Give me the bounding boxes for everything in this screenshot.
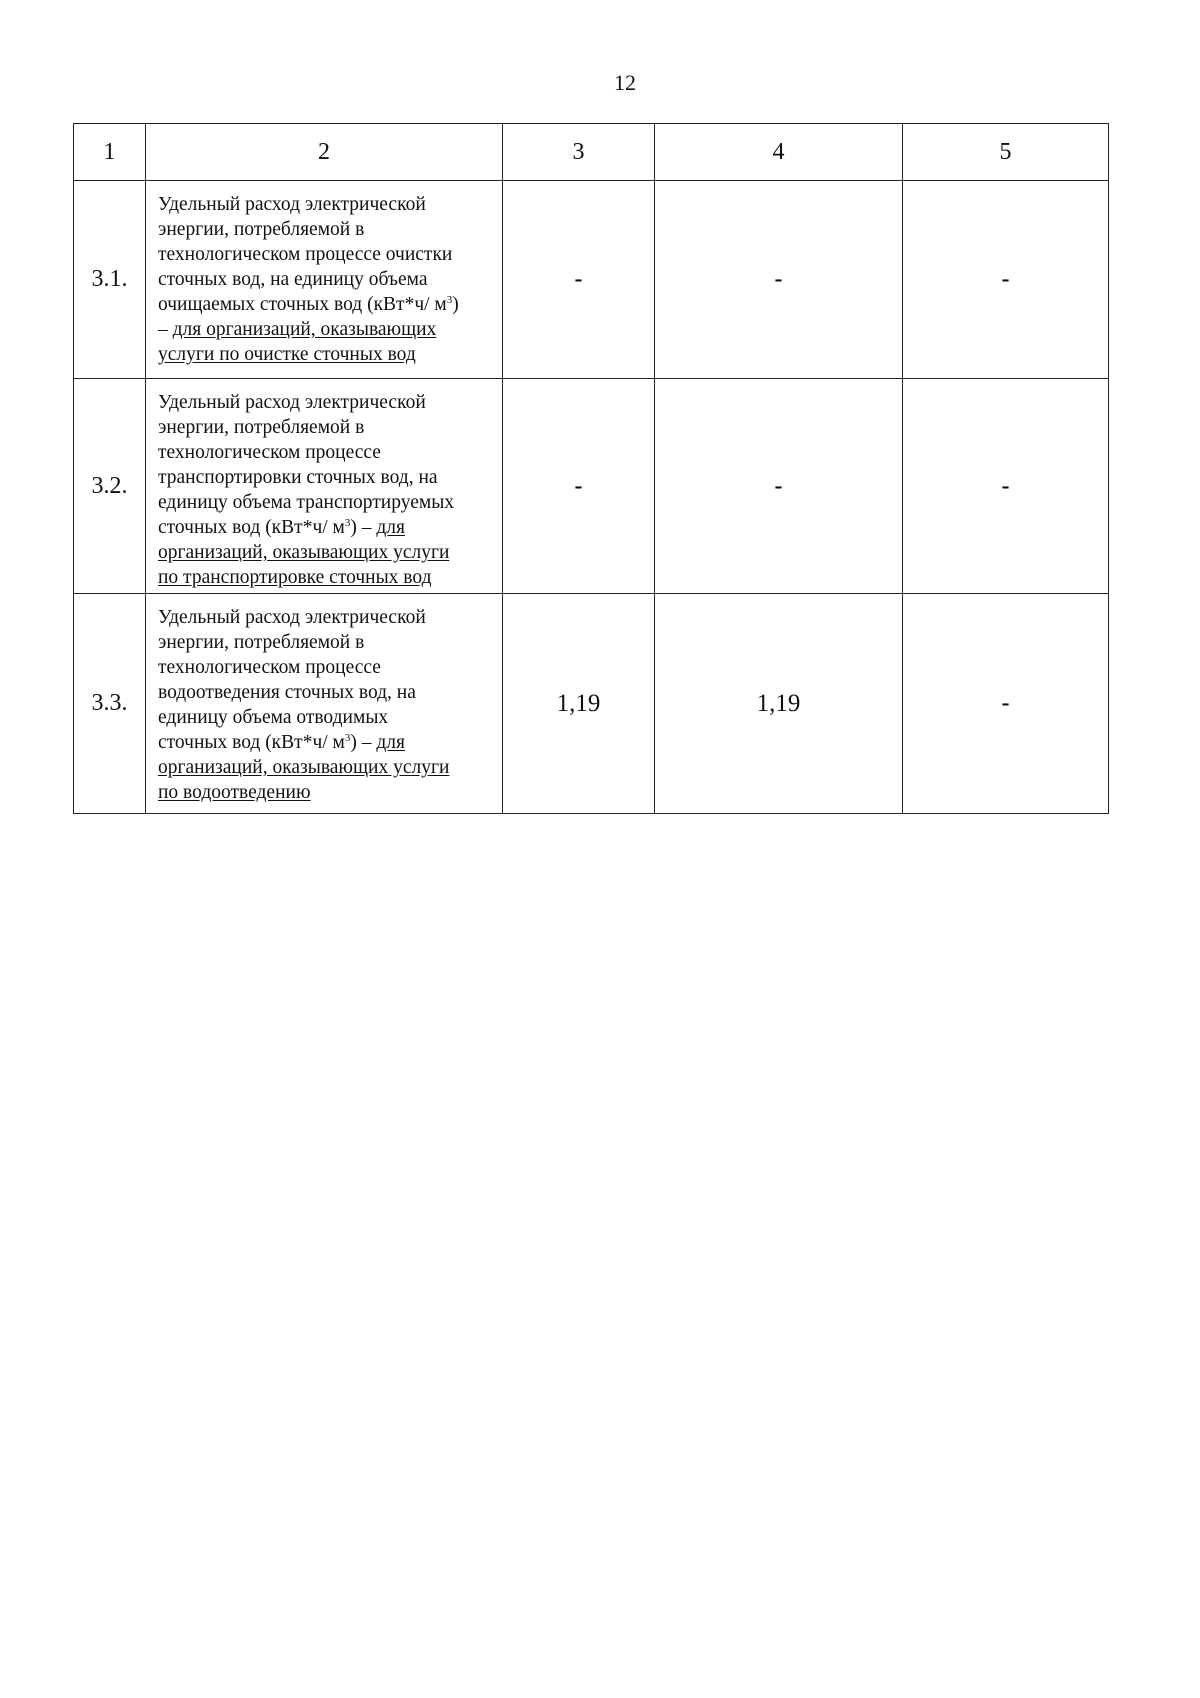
desc-underlined: организаций, оказывающих услуги <box>158 542 450 563</box>
table-row <box>74 379 1109 594</box>
header-col-3: 3 <box>503 124 655 181</box>
unit-suffix: ) – <box>350 517 377 538</box>
desc-underlined: услуги по очистке сточных вод <box>158 344 416 365</box>
unit-prefix: очищаемых сточных вод (кВт*ч/ м <box>158 294 447 315</box>
desc-line: энергии, потребляемой в <box>158 219 365 240</box>
desc-underlined: организаций, оказывающих услуги <box>158 757 450 778</box>
value-col-3: 1,19 <box>503 594 655 814</box>
row-number: 3.1. <box>74 181 146 379</box>
row-description <box>146 181 503 379</box>
desc-unit-line <box>158 515 496 540</box>
desc-underlined: по водоотведению <box>158 782 311 803</box>
table-row <box>74 181 1109 379</box>
desc-unit-line <box>158 730 496 755</box>
unit-superscript: 3 <box>344 732 351 744</box>
desc-line: технологическом процессе очистки <box>158 244 453 265</box>
value-col-4: - <box>655 181 903 379</box>
value-col-5: - <box>903 379 1109 594</box>
header-col-1: 1 <box>74 124 146 181</box>
page-number: 12 <box>614 70 636 95</box>
desc-underlined: для <box>376 517 406 538</box>
desc-line: сточных вод, на единицу объема <box>158 269 428 290</box>
row-description <box>146 379 503 594</box>
desc-line: энергии, потребляемой в <box>158 417 365 438</box>
desc-line: Удельный расход электрической <box>158 392 426 413</box>
value-col-3: - <box>503 379 655 594</box>
value-col-5: - <box>903 181 1109 379</box>
desc-underlined: для организаций, оказывающих <box>172 319 437 340</box>
unit-suffix: ) <box>452 294 459 315</box>
unit-superscript: 3 <box>344 517 351 529</box>
header-col-4: 4 <box>655 124 903 181</box>
unit-prefix: сточных вод (кВт*ч/ м <box>158 732 345 753</box>
desc-line: энергии, потребляемой в <box>158 632 365 653</box>
desc-underlined: по транспортировке сточных вод <box>158 567 432 588</box>
unit-superscript: 3 <box>446 294 453 306</box>
desc-line: Удельный расход электрической <box>158 194 426 215</box>
value-col-5: - <box>903 594 1109 814</box>
desc-unit-line <box>158 292 496 317</box>
value-col-3: - <box>503 181 655 379</box>
desc-line: Удельный расход электрической <box>158 607 426 628</box>
header-col-5: 5 <box>903 124 1109 181</box>
indicators-table <box>73 123 1109 814</box>
row-description <box>146 594 503 814</box>
value-col-4: 1,19 <box>655 594 903 814</box>
desc-line <box>158 317 496 342</box>
value-col-4: - <box>655 379 903 594</box>
header-col-2: 2 <box>146 124 503 181</box>
desc-line: технологическом процессе <box>158 442 381 463</box>
table-header-row <box>74 124 1109 181</box>
desc-line: единицу объема отводимых <box>158 707 389 728</box>
desc-line: водоотведения сточных вод, на <box>158 682 416 703</box>
unit-prefix: сточных вод (кВт*ч/ м <box>158 517 345 538</box>
row-number: 3.3. <box>74 594 146 814</box>
desc-underlined: для <box>376 732 406 753</box>
unit-suffix: ) – <box>350 732 377 753</box>
desc-line: технологическом процессе <box>158 657 381 678</box>
row-number: 3.2. <box>74 379 146 594</box>
desc-line: транспортировки сточных вод, на <box>158 467 438 488</box>
desc-line: единицу объема транспортируемых <box>158 492 455 513</box>
table-row <box>74 594 1109 814</box>
desc-dash: – <box>158 319 173 340</box>
